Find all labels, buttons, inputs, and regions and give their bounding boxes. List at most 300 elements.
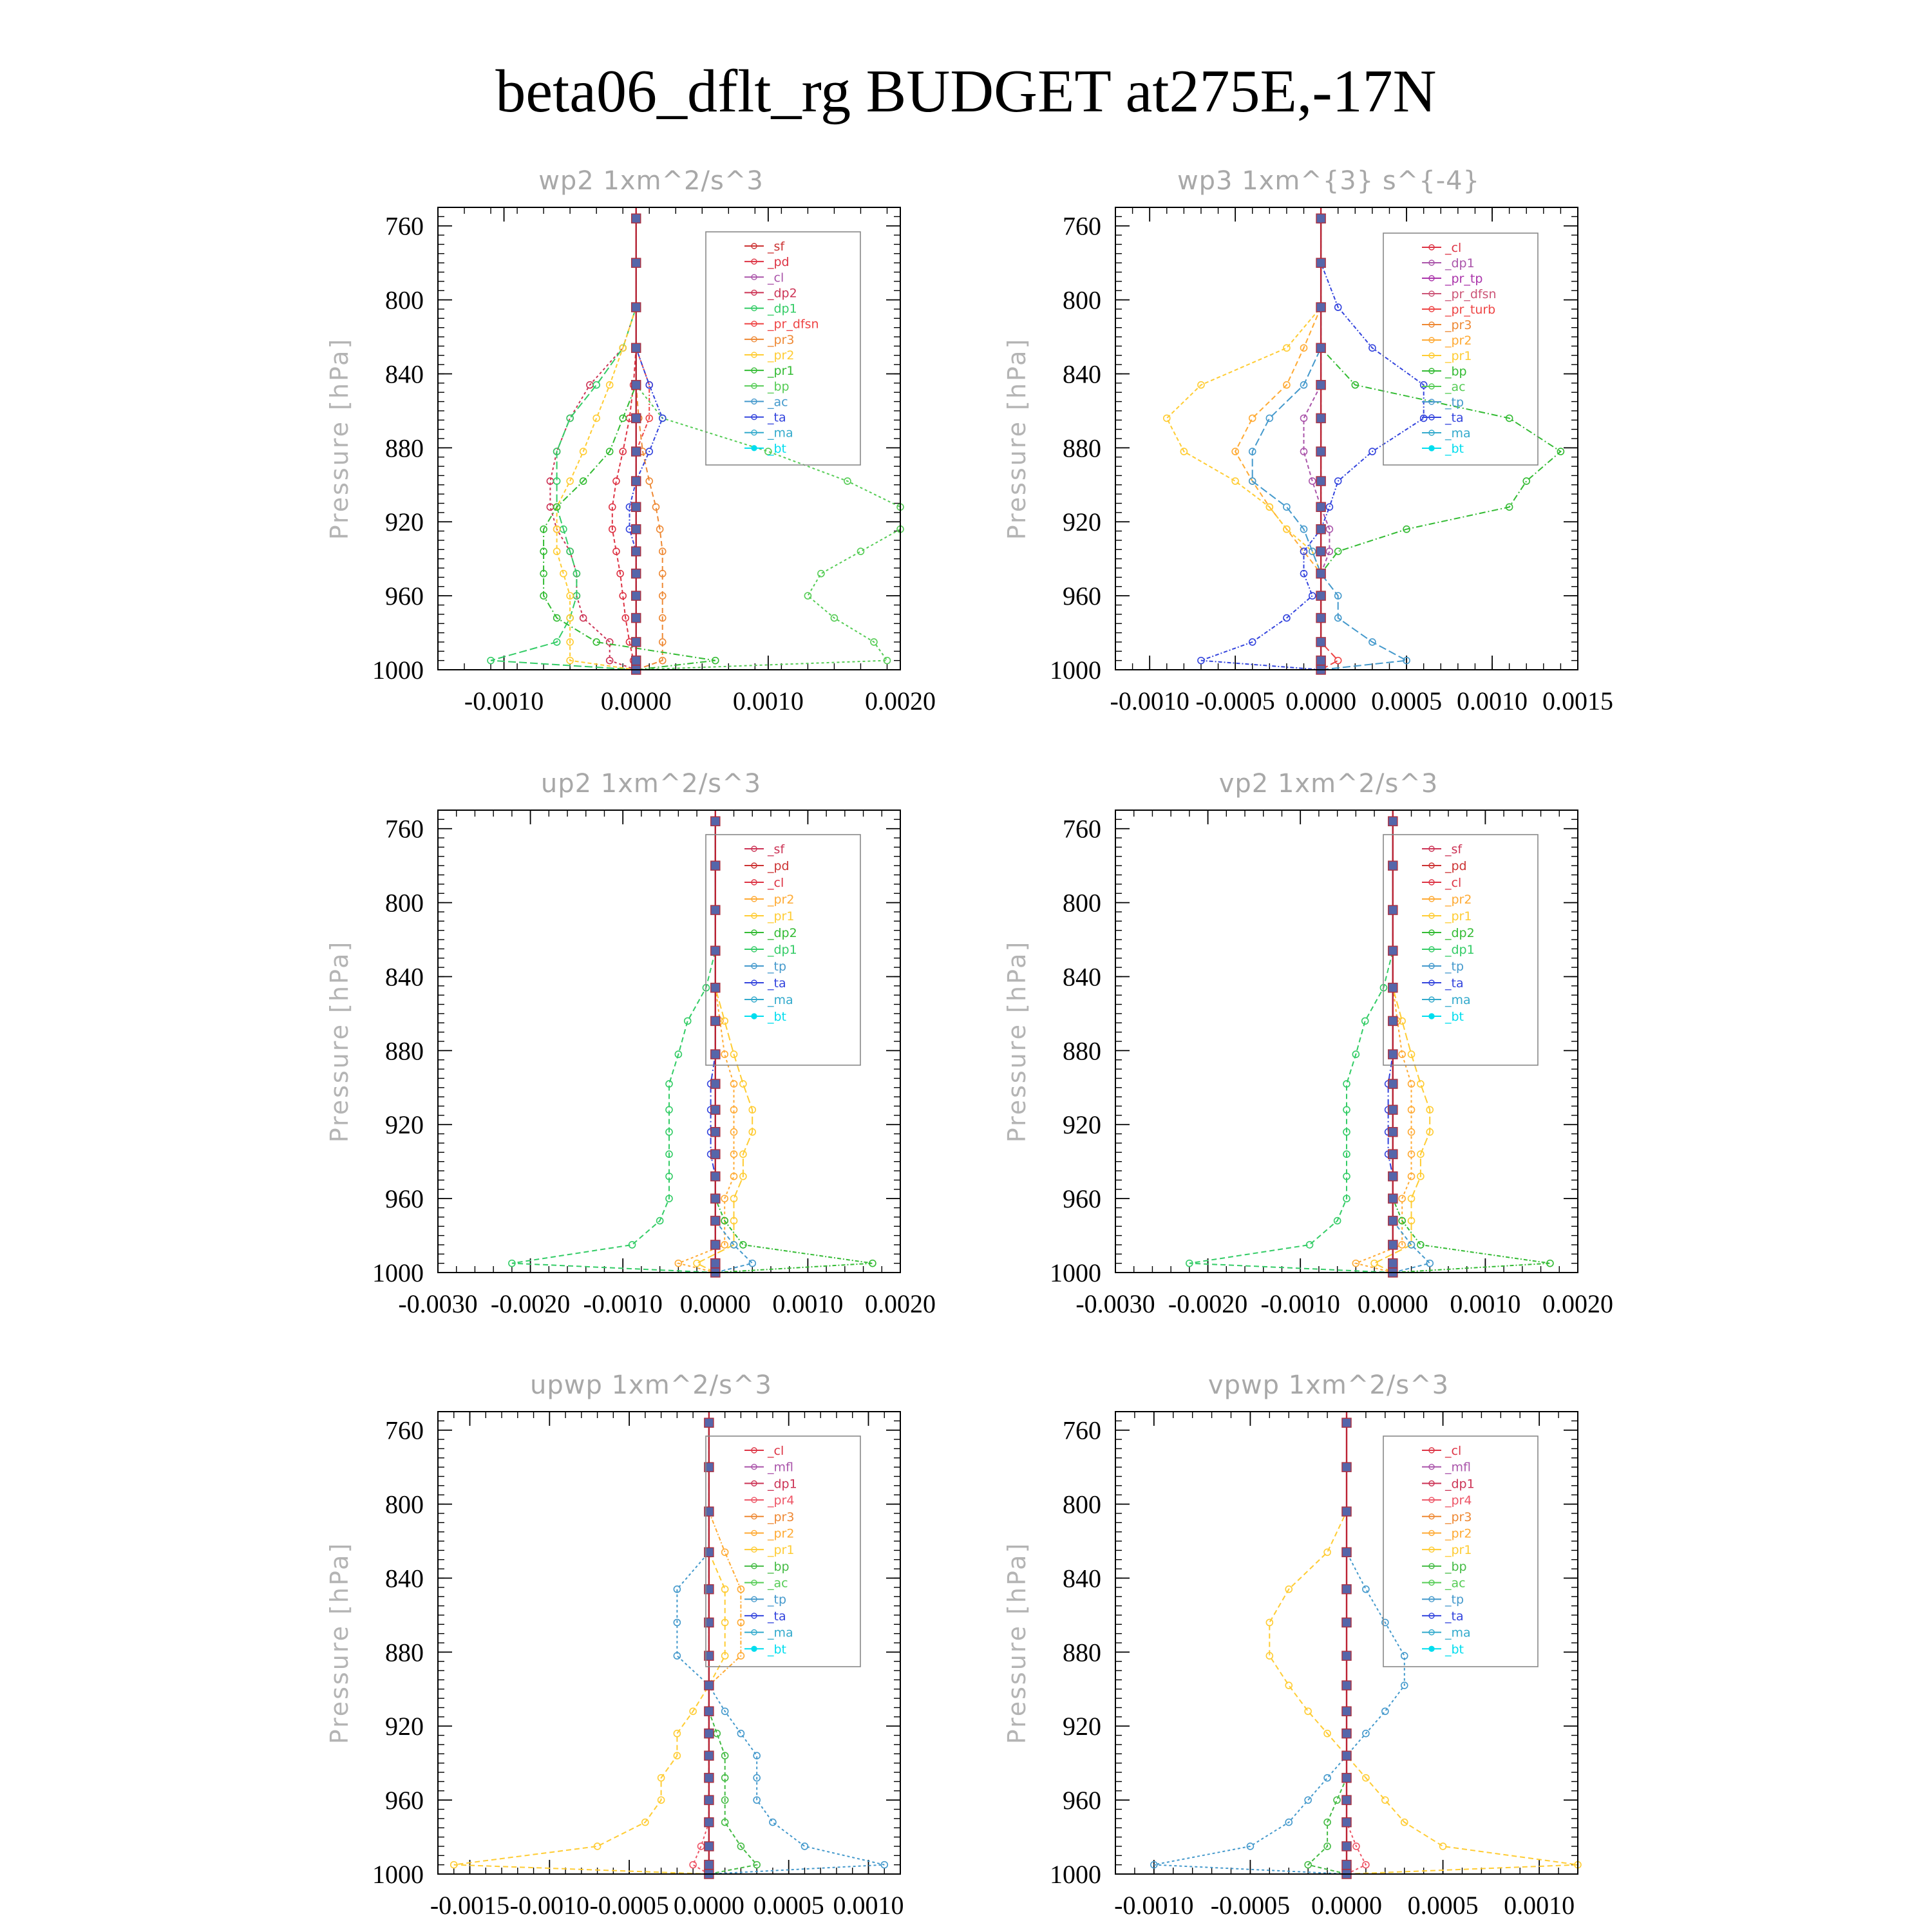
legend bbox=[706, 1436, 860, 1667]
bt-marker bbox=[711, 905, 720, 914]
y-tick-label: 880 bbox=[1063, 1638, 1101, 1667]
bt-marker bbox=[705, 1818, 714, 1827]
legend-label: _bt bbox=[1445, 1010, 1464, 1024]
y-tick-label: 840 bbox=[1063, 359, 1101, 389]
legend-label: _bp bbox=[768, 1559, 790, 1574]
legend-label: _pr2 bbox=[768, 1526, 795, 1541]
y-tick-label: 1000 bbox=[372, 1860, 424, 1889]
x-tick-label: 0.0005 bbox=[1407, 1891, 1479, 1920]
legend-label: _dp1 bbox=[768, 943, 797, 957]
bt-marker bbox=[711, 1194, 720, 1203]
bt-marker bbox=[711, 983, 720, 992]
x-tick-label: 0.0000 bbox=[673, 1891, 744, 1920]
y-tick-label: 760 bbox=[1063, 211, 1101, 241]
bt-marker bbox=[1316, 447, 1325, 456]
y-tick-label: 920 bbox=[1063, 507, 1101, 537]
panel-1 bbox=[325, 166, 936, 715]
legend-label: _pr2 bbox=[1445, 893, 1472, 907]
y-tick-label: 840 bbox=[1063, 962, 1101, 992]
bt-marker bbox=[1342, 1463, 1351, 1472]
legend-label: _pr_turb bbox=[1445, 303, 1496, 317]
x-tick-label: -0.0005 bbox=[589, 1891, 669, 1920]
bt-marker bbox=[1388, 1050, 1397, 1059]
legend-label: _bt bbox=[768, 1642, 787, 1657]
y-axis-label: Pressure [hPa] bbox=[325, 1541, 354, 1745]
legend-label: _dp1 bbox=[1445, 1477, 1475, 1492]
legend-label: _pd bbox=[768, 859, 790, 873]
legend-label: _pr3 bbox=[1445, 318, 1472, 332]
series-line-dp1 bbox=[1189, 821, 1393, 1273]
legend-label: _cl bbox=[1445, 876, 1462, 890]
bt-marker bbox=[1388, 983, 1397, 992]
x-tick-label: 0.0020 bbox=[1542, 1289, 1613, 1318]
bt-marker bbox=[711, 1079, 720, 1088]
data-point bbox=[1301, 415, 1307, 421]
x-tick-label: -0.0010 bbox=[583, 1289, 663, 1318]
bt-marker bbox=[1388, 1240, 1397, 1249]
x-tick-label: 0.0005 bbox=[753, 1891, 824, 1920]
bt-marker bbox=[1388, 1259, 1397, 1268]
panel-6 bbox=[1003, 1370, 1581, 1920]
minor-ticks bbox=[1115, 207, 1578, 670]
bt-marker bbox=[1316, 381, 1325, 390]
bt-marker bbox=[711, 1128, 720, 1137]
x-tick-label: 0.0000 bbox=[1357, 1289, 1428, 1318]
legend-label: _cl bbox=[768, 270, 784, 285]
bt-marker bbox=[1388, 905, 1397, 914]
plot-frame bbox=[438, 1412, 900, 1874]
legend-label: _pr2 bbox=[1445, 334, 1472, 348]
panel-title: up2 1xm^2/s^3 bbox=[540, 769, 762, 799]
bt-marker bbox=[1342, 1507, 1351, 1516]
series-line-pr_dfsn bbox=[636, 218, 650, 670]
bt-marker bbox=[1342, 1729, 1351, 1738]
x-tick-label: 0.0000 bbox=[600, 687, 672, 715]
bt-marker bbox=[1316, 477, 1325, 486]
data-point bbox=[1266, 1619, 1273, 1625]
data-point bbox=[1440, 1843, 1446, 1850]
x-tick-label: 0.0010 bbox=[732, 687, 804, 715]
data-point bbox=[1382, 1708, 1388, 1714]
legend-label: _pr1 bbox=[1445, 1543, 1472, 1558]
plot-frame bbox=[1115, 810, 1578, 1273]
panel-title: vp2 1xm^2/s^3 bbox=[1218, 769, 1439, 799]
legend-marker bbox=[1429, 1014, 1434, 1019]
data-point bbox=[1417, 1081, 1424, 1087]
x-tick-label: 0.0010 bbox=[1450, 1289, 1521, 1318]
bt-marker bbox=[1342, 1751, 1351, 1760]
bt-marker bbox=[632, 525, 641, 534]
y-tick-label: 760 bbox=[1063, 1416, 1101, 1445]
plot-area bbox=[1186, 810, 1553, 1277]
legend bbox=[706, 232, 860, 465]
plot-area bbox=[1151, 1412, 1581, 1879]
data-point bbox=[804, 592, 811, 599]
x-tick-label: 0.0010 bbox=[772, 1289, 844, 1318]
bt-marker bbox=[1388, 1016, 1397, 1025]
legend-label: _ac bbox=[768, 395, 788, 410]
plot-area bbox=[451, 1412, 887, 1879]
legend-label: _ac bbox=[1445, 380, 1466, 394]
data-point bbox=[722, 1549, 728, 1555]
bt-marker bbox=[1342, 1681, 1351, 1690]
bt-marker bbox=[1316, 614, 1325, 623]
bt-marker bbox=[1316, 525, 1325, 534]
data-point bbox=[857, 548, 864, 554]
bt-marker bbox=[711, 1016, 720, 1025]
panel-title: upwp 1xm^2/s^3 bbox=[530, 1370, 772, 1400]
bt-marker bbox=[705, 1707, 714, 1716]
series-line-pr1 bbox=[1374, 821, 1430, 1273]
series-line-pr4 bbox=[1347, 1423, 1366, 1874]
bt-marker bbox=[632, 381, 641, 390]
legend-label: _mfl bbox=[768, 1460, 793, 1475]
legend-label: _pr1 bbox=[1445, 349, 1472, 363]
x-tick-label: 0.0010 bbox=[1457, 687, 1528, 715]
data-point bbox=[801, 1843, 808, 1850]
bt-marker bbox=[632, 214, 641, 223]
x-tick-label: 0.0000 bbox=[1285, 687, 1357, 715]
series-line-dp1 bbox=[1304, 218, 1330, 670]
legend-label: _dp2 bbox=[768, 926, 797, 940]
y-tick-label: 800 bbox=[385, 1490, 424, 1519]
legend-label: _pr3 bbox=[1445, 1510, 1472, 1524]
y-tick-label: 800 bbox=[1063, 888, 1101, 918]
legend-label: _pr2 bbox=[768, 893, 795, 907]
bt-marker bbox=[1388, 1194, 1397, 1203]
legend-label: _bt bbox=[768, 1010, 787, 1024]
minor-ticks bbox=[438, 810, 900, 1273]
bt-marker bbox=[1388, 817, 1397, 826]
legend-marker bbox=[1429, 446, 1434, 451]
series-line-dp2 bbox=[1393, 821, 1550, 1273]
legend bbox=[1383, 835, 1538, 1065]
x-tick-label: -0.0020 bbox=[490, 1289, 571, 1318]
legend-label: _pr1 bbox=[1445, 909, 1472, 923]
data-point bbox=[674, 1730, 680, 1737]
legend-label: _ta bbox=[768, 976, 786, 990]
x-tick-label: -0.0010 bbox=[1260, 1289, 1340, 1318]
bt-marker bbox=[1342, 1861, 1351, 1870]
y-tick-label: 880 bbox=[1063, 1036, 1101, 1066]
data-point bbox=[1164, 415, 1170, 421]
series-line-dp1 bbox=[491, 218, 636, 670]
data-point bbox=[690, 1862, 696, 1868]
y-tick-label: 960 bbox=[385, 582, 424, 611]
bt-marker bbox=[1342, 1618, 1351, 1627]
figure-title: beta06_dflt_rg BUDGET at275E,-17N bbox=[495, 58, 1437, 125]
bt-marker bbox=[1316, 569, 1325, 578]
bt-marker bbox=[1316, 258, 1325, 267]
legend-label: _pr_tp bbox=[1445, 272, 1483, 286]
y-tick-label: 760 bbox=[385, 211, 424, 241]
y-tick-label: 840 bbox=[385, 1564, 424, 1593]
series-line-dp2 bbox=[715, 821, 873, 1273]
panel-title: vpwp 1xm^2/s^3 bbox=[1208, 1370, 1450, 1400]
y-tick-label: 840 bbox=[385, 359, 424, 389]
legend-label: _ma bbox=[768, 993, 793, 1007]
data-point bbox=[1249, 415, 1256, 421]
bt-marker bbox=[1316, 656, 1325, 665]
y-tick-label: 960 bbox=[1063, 582, 1101, 611]
x-tick-label: -0.0010 bbox=[1114, 1891, 1194, 1920]
y-tick-label: 800 bbox=[385, 888, 424, 918]
bt-marker bbox=[632, 303, 641, 312]
bt-marker bbox=[705, 1774, 714, 1783]
bt-marker bbox=[705, 1751, 714, 1760]
bt-marker bbox=[705, 1861, 714, 1870]
legend-label: _ma bbox=[1445, 426, 1471, 440]
series-line-ta bbox=[1201, 218, 1424, 670]
legend-label: _cl bbox=[768, 1444, 784, 1458]
x-tick-label: -0.0030 bbox=[1075, 1289, 1155, 1318]
data-point bbox=[694, 1260, 700, 1267]
legend-label: _pr_dfsn bbox=[1445, 287, 1497, 301]
legend-label: _bp bbox=[1445, 1559, 1467, 1574]
y-tick-label: 1000 bbox=[372, 656, 424, 685]
legend-label: _pr2 bbox=[768, 348, 795, 363]
bt-marker bbox=[1316, 502, 1325, 511]
legend-label: _dp1 bbox=[768, 1477, 797, 1492]
bt-marker bbox=[711, 946, 720, 955]
data-point bbox=[1266, 415, 1273, 421]
bt-marker bbox=[1342, 1795, 1351, 1804]
series-line-pr_turb bbox=[1321, 218, 1338, 670]
x-tick-label: -0.0015 bbox=[430, 1891, 510, 1920]
data-point bbox=[593, 382, 600, 388]
bt-marker bbox=[632, 591, 641, 600]
plot-frame bbox=[1115, 207, 1578, 670]
legend-label: _dp1 bbox=[1445, 256, 1475, 270]
x-tick-label: -0.0030 bbox=[398, 1289, 478, 1318]
legend-label: _mfl bbox=[1445, 1460, 1471, 1475]
legend-label: _bp bbox=[768, 379, 790, 394]
y-tick-label: 880 bbox=[385, 1036, 424, 1066]
bt-marker bbox=[632, 569, 641, 578]
y-tick-label: 880 bbox=[385, 433, 424, 463]
x-tick-label: -0.0010 bbox=[464, 687, 544, 715]
legend-label: _bt bbox=[1445, 442, 1464, 456]
legend-label: _bt bbox=[1445, 1642, 1464, 1657]
x-tick-label: 0.0000 bbox=[1311, 1891, 1382, 1920]
legend bbox=[1383, 233, 1538, 465]
bt-marker bbox=[632, 447, 641, 456]
bt-marker bbox=[1388, 1128, 1397, 1137]
y-tick-label: 920 bbox=[1063, 1110, 1101, 1140]
series-line-bp bbox=[1321, 218, 1560, 670]
bt-marker bbox=[1388, 1105, 1397, 1114]
bt-marker bbox=[1316, 547, 1325, 556]
data-point bbox=[1305, 1708, 1311, 1714]
legend-label: _ta bbox=[1445, 1609, 1464, 1624]
legend-label: _pr3 bbox=[768, 332, 795, 347]
legend-label: _ta bbox=[1445, 976, 1464, 990]
bt-marker bbox=[632, 258, 641, 267]
y-tick-label: 1000 bbox=[1050, 656, 1101, 685]
bt-marker bbox=[1388, 861, 1397, 870]
y-tick-label: 960 bbox=[1063, 1786, 1101, 1815]
data-point bbox=[740, 1081, 746, 1087]
bt-marker bbox=[1342, 1418, 1351, 1427]
legend-label: _tp bbox=[768, 1593, 787, 1607]
series-line-ta bbox=[630, 218, 663, 670]
bt-marker bbox=[705, 1681, 714, 1690]
y-axis-label: Pressure [hPa] bbox=[1003, 337, 1031, 540]
data-point bbox=[1283, 345, 1290, 351]
bt-marker bbox=[1342, 1774, 1351, 1783]
panel-3 bbox=[325, 769, 936, 1318]
y-tick-label: 1000 bbox=[372, 1258, 424, 1287]
y-tick-label: 800 bbox=[1063, 285, 1101, 315]
y-tick-label: 760 bbox=[385, 814, 424, 844]
x-tick-label: -0.0010 bbox=[1110, 687, 1189, 715]
legend-marker bbox=[1429, 1646, 1434, 1651]
minor-ticks bbox=[438, 1412, 900, 1874]
legend-label: _ma bbox=[1445, 993, 1471, 1007]
bt-marker bbox=[632, 502, 641, 511]
data-point bbox=[1283, 504, 1290, 510]
bt-marker bbox=[1388, 1217, 1397, 1226]
y-tick-label: 960 bbox=[385, 1786, 424, 1815]
y-axis-label: Pressure [hPa] bbox=[325, 940, 354, 1143]
legend-label: _tp bbox=[1445, 1593, 1464, 1607]
legend-label: _tp bbox=[768, 960, 787, 974]
data-point bbox=[1324, 1775, 1331, 1781]
legend-label: _ta bbox=[768, 1609, 786, 1624]
legend-marker bbox=[752, 1646, 757, 1651]
legend-marker bbox=[752, 446, 757, 451]
bt-marker bbox=[1342, 1842, 1351, 1851]
y-tick-label: 1000 bbox=[1050, 1258, 1101, 1287]
bt-marker bbox=[1388, 1079, 1397, 1088]
bt-marker bbox=[632, 638, 641, 647]
legend-label: _pr_dfsn bbox=[768, 317, 819, 332]
legend-label: _pd bbox=[1445, 859, 1467, 873]
minor-ticks bbox=[438, 207, 900, 670]
data-point bbox=[1309, 592, 1316, 599]
series-line-dp2 bbox=[550, 218, 636, 670]
legend-label: _sf bbox=[1445, 842, 1463, 857]
y-axis-label: Pressure [hPa] bbox=[1003, 1541, 1031, 1745]
bt-marker bbox=[1342, 1651, 1351, 1660]
legend-label: _ta bbox=[768, 410, 786, 425]
series-line-pr2 bbox=[1235, 218, 1321, 670]
panel-5 bbox=[325, 1370, 904, 1920]
data-point bbox=[737, 1730, 744, 1737]
x-tick-label: 0.0010 bbox=[1504, 1891, 1575, 1920]
bt-marker bbox=[1316, 214, 1325, 223]
bt-marker bbox=[1388, 1172, 1397, 1181]
legend-label: _pr1 bbox=[768, 364, 795, 379]
bt-marker bbox=[711, 1105, 720, 1114]
plot-area bbox=[1164, 207, 1564, 674]
legend-marker bbox=[752, 1014, 757, 1019]
y-tick-label: 840 bbox=[385, 962, 424, 992]
legend-label: _ta bbox=[1445, 411, 1464, 425]
legend-label: _pd bbox=[768, 255, 790, 270]
legend-label: _ac bbox=[768, 1576, 788, 1591]
y-tick-label: 920 bbox=[385, 507, 424, 537]
minor-ticks bbox=[1115, 810, 1578, 1273]
y-tick-label: 880 bbox=[385, 1638, 424, 1667]
legend-label: _dp1 bbox=[768, 301, 797, 316]
data-point bbox=[1382, 1797, 1388, 1803]
x-tick-label: 0.0020 bbox=[865, 1289, 936, 1318]
bt-marker bbox=[1316, 591, 1325, 600]
y-tick-label: 880 bbox=[1063, 433, 1101, 463]
bt-marker bbox=[1342, 1818, 1351, 1827]
bt-marker bbox=[711, 817, 720, 826]
data-point bbox=[1371, 1260, 1378, 1267]
bt-marker bbox=[705, 1795, 714, 1804]
data-point bbox=[770, 1819, 776, 1826]
series-line-tp bbox=[1154, 1423, 1405, 1874]
legend-label: _tp bbox=[1445, 395, 1464, 410]
bt-marker bbox=[1388, 946, 1397, 955]
x-tick-label: -0.0005 bbox=[1195, 687, 1275, 715]
legend-label: _ma bbox=[1445, 1625, 1471, 1640]
legend-label: _ma bbox=[768, 1625, 793, 1640]
series-line-pr1 bbox=[454, 1423, 725, 1874]
series-line-pr4 bbox=[693, 1423, 709, 1874]
y-tick-label: 920 bbox=[385, 1110, 424, 1140]
series-line-pr1 bbox=[697, 821, 752, 1273]
x-tick-label: 0.0020 bbox=[865, 687, 936, 715]
legend bbox=[706, 835, 860, 1065]
legend-label: _cl bbox=[768, 876, 784, 890]
bt-marker bbox=[711, 1259, 720, 1268]
y-tick-label: 760 bbox=[1063, 814, 1101, 844]
legend-label: _bt bbox=[768, 441, 787, 456]
legend-label: _pr1 bbox=[768, 909, 795, 923]
data-point bbox=[818, 571, 824, 577]
y-tick-label: 920 bbox=[1063, 1712, 1101, 1741]
bt-marker bbox=[1342, 1707, 1351, 1716]
panel-title: wp3 1xm^{3} s^{-4} bbox=[1177, 166, 1481, 196]
series-line-bp bbox=[1308, 1423, 1347, 1874]
x-tick-label: 0.0015 bbox=[1542, 687, 1613, 715]
legend-label: _bp bbox=[1445, 365, 1467, 379]
panel-title: wp2 1xm^2/s^3 bbox=[538, 166, 764, 196]
x-tick-label: -0.0010 bbox=[509, 1891, 589, 1920]
bt-marker bbox=[705, 1418, 714, 1427]
series-line-pr1 bbox=[1167, 218, 1321, 670]
data-point bbox=[1363, 1586, 1369, 1593]
bt-marker bbox=[705, 1842, 714, 1851]
series-line-pd bbox=[612, 218, 636, 670]
panel-2 bbox=[1003, 166, 1613, 715]
bt-marker bbox=[1316, 343, 1325, 352]
panel-4 bbox=[1003, 769, 1613, 1318]
x-tick-label: 0.0005 bbox=[1371, 687, 1443, 715]
y-tick-label: 960 bbox=[1063, 1184, 1101, 1214]
data-point bbox=[714, 1730, 720, 1737]
x-tick-label: 0.0000 bbox=[679, 1289, 751, 1318]
plot-frame bbox=[438, 207, 900, 670]
legend-label: _dp2 bbox=[768, 286, 797, 301]
data-point bbox=[1335, 548, 1341, 554]
bt-marker bbox=[711, 1240, 720, 1249]
bt-marker bbox=[1342, 1585, 1351, 1594]
y-tick-label: 960 bbox=[385, 1184, 424, 1214]
legend-label: _sf bbox=[768, 240, 785, 254]
bt-marker bbox=[711, 1217, 720, 1226]
legend-label: _tp bbox=[1445, 960, 1464, 974]
legend-label: _pr1 bbox=[768, 1543, 795, 1558]
y-tick-label: 920 bbox=[385, 1712, 424, 1741]
data-point bbox=[593, 415, 600, 421]
legend-label: _sf bbox=[768, 842, 785, 857]
